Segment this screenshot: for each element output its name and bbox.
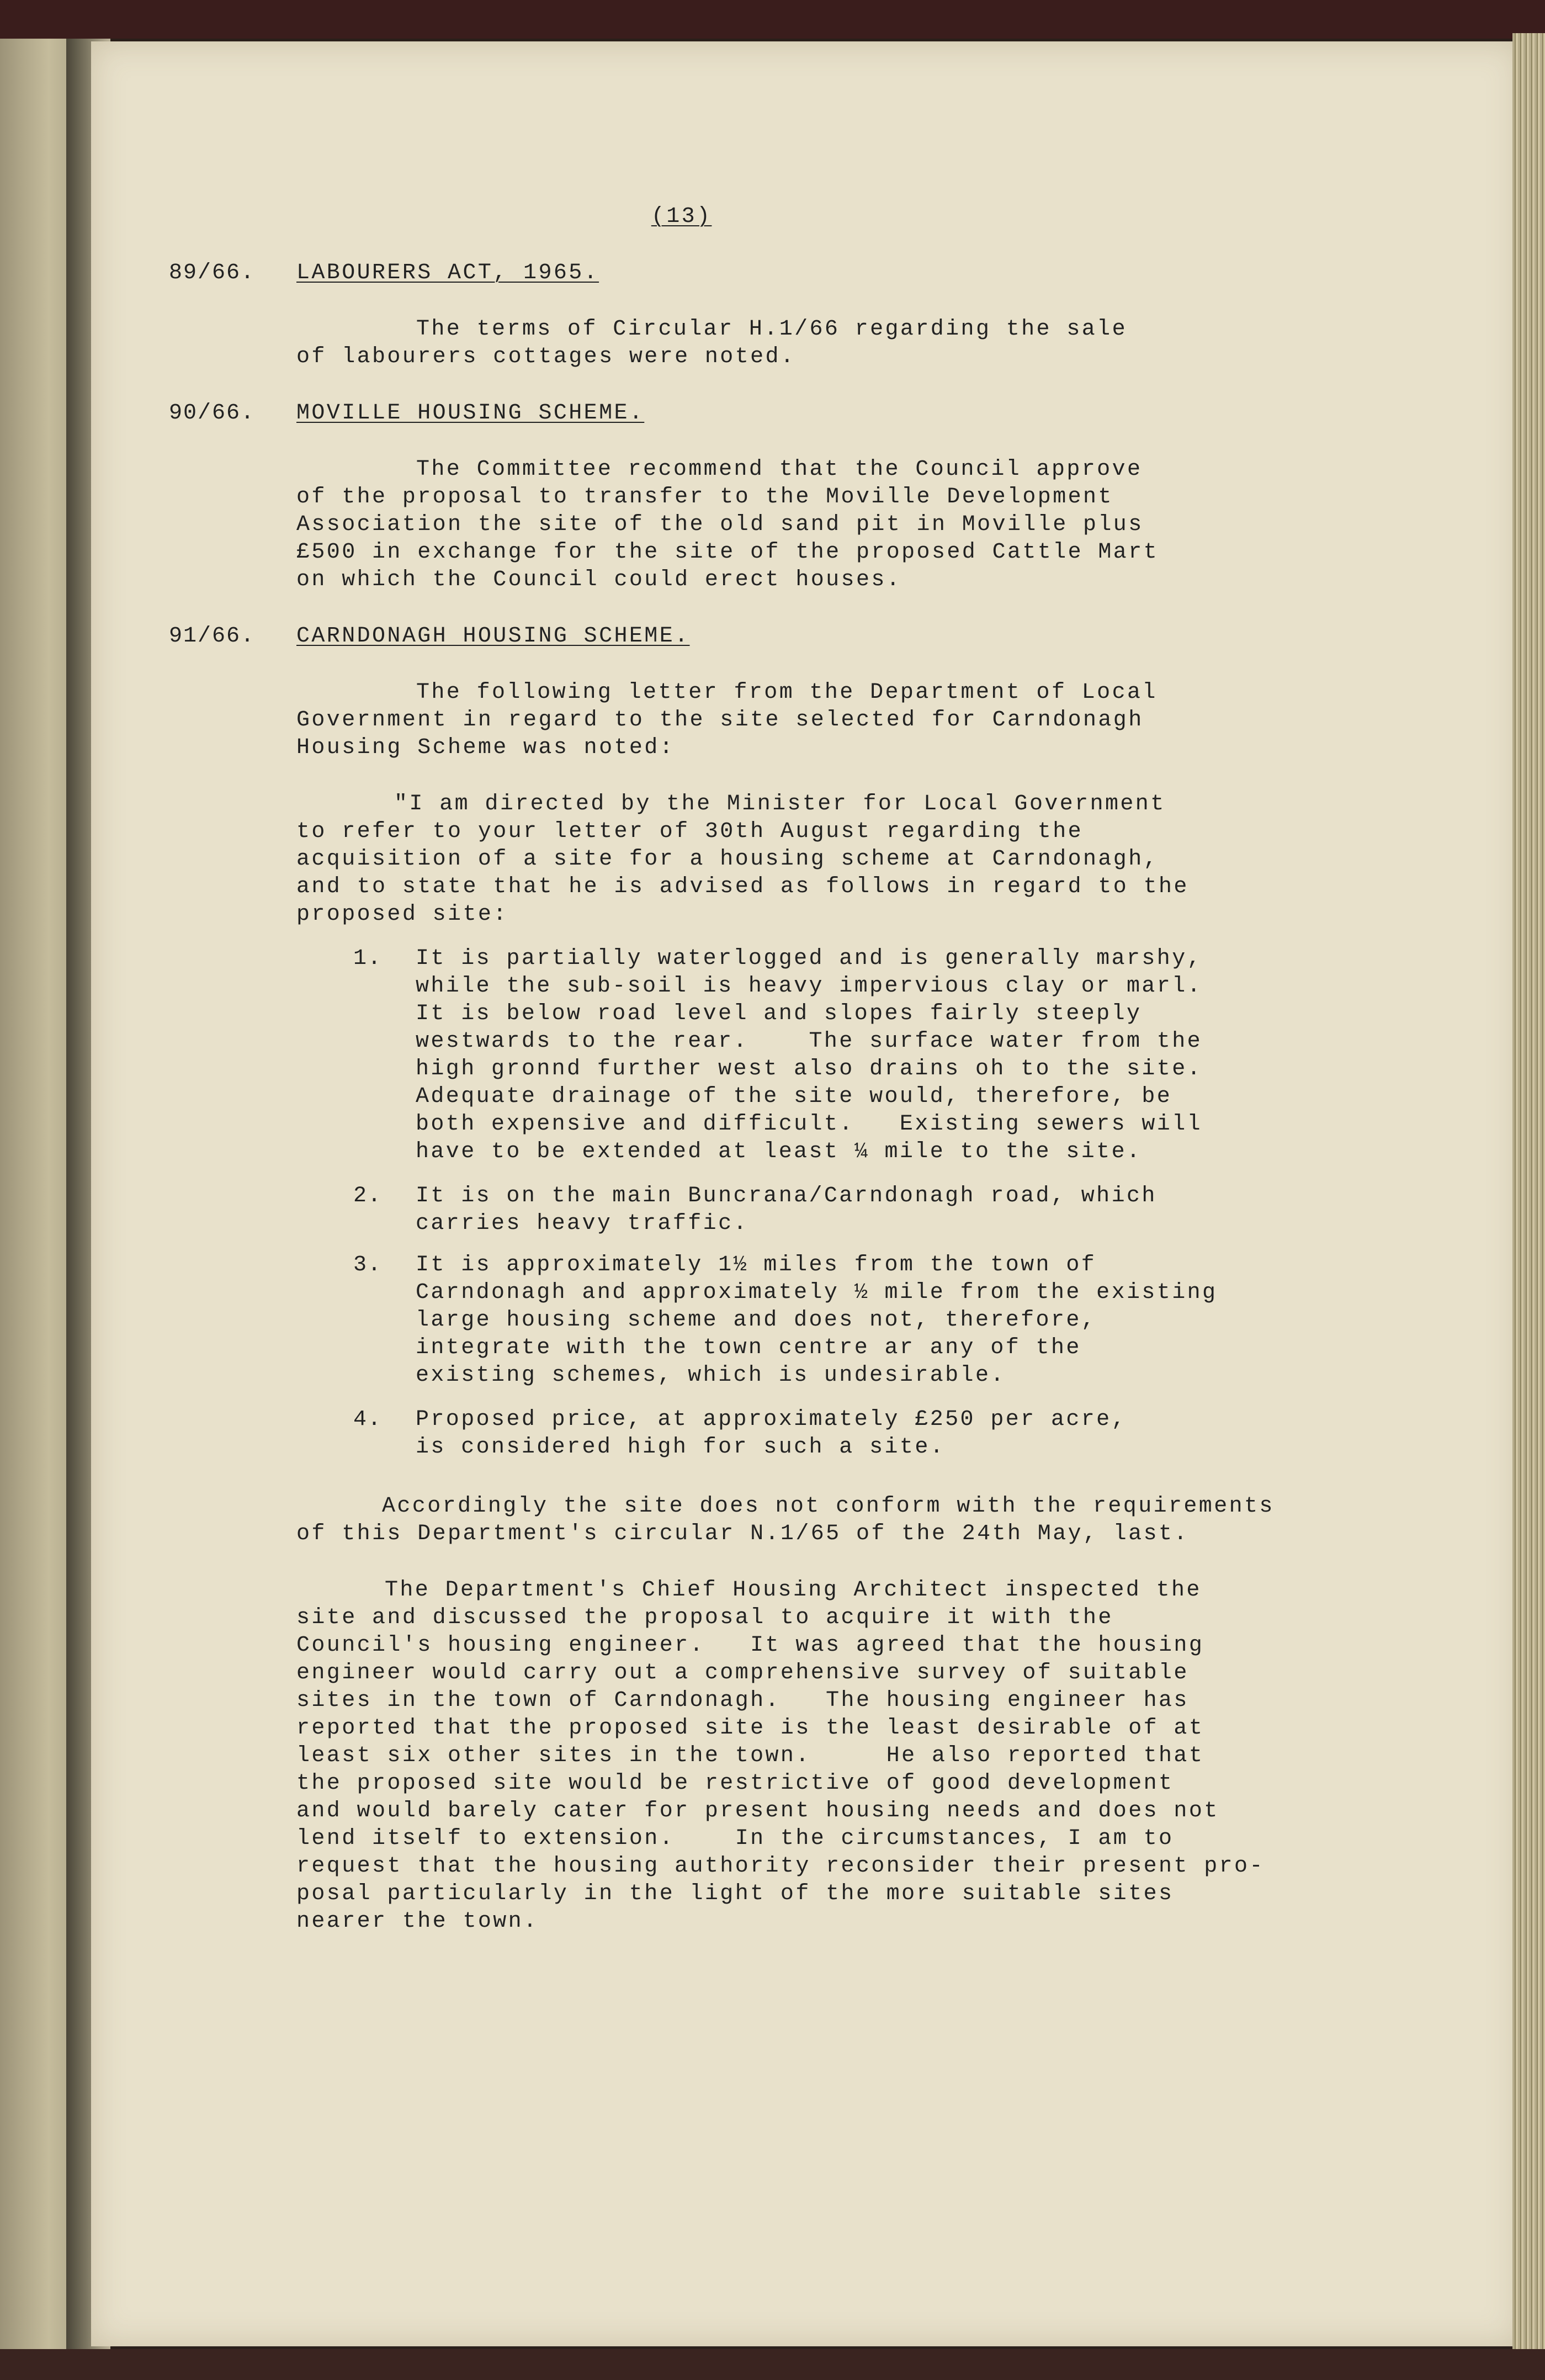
letter-line: and to state that he is advised as follows in regard to the [296, 874, 1189, 899]
point-line: Carndonagh and approximately ½ mile from the existing [416, 1280, 1218, 1305]
book-cover-top [0, 0, 1545, 39]
item-heading: CARNDONAGH HOUSING SCHEME. [296, 624, 690, 649]
page-edges [1512, 33, 1545, 2349]
paragraph-line: nearer the town. [296, 1909, 539, 1934]
letter-line: "I am directed by the Minister for Local Government [394, 792, 1166, 817]
item-number: 89/66. [169, 261, 256, 285]
item-body-line: Housing Scheme was noted: [296, 735, 675, 760]
point-line: It is partially waterlogged and is generally marshy, [416, 946, 1203, 971]
point-number: 4. [353, 1407, 383, 1432]
paragraph-line: of this Department's circular N.1/65 of the 24th May, last. [296, 1522, 1189, 1546]
point-line: is considered high for such a site. [416, 1435, 946, 1460]
item-body-line: The Committee recommend that the Council approve [416, 457, 1143, 482]
point-line: Proposed price, at approximately £250 per acre, [416, 1407, 1127, 1432]
point-line: high gronnd further west also drains oh to the site. [416, 1057, 1203, 1082]
point-line: westwards to the rear. The surface water from the [416, 1029, 1203, 1054]
point-number: 1. [353, 946, 383, 971]
point-line: It is approximately 1½ miles from the town of [416, 1253, 1097, 1278]
item-number: 91/66. [169, 624, 256, 649]
item-number: 90/66. [169, 401, 256, 426]
point-line: It is on the main Buncrana/Carndonagh road, which [416, 1184, 1157, 1208]
point-line: both expensive and difficult. Existing sewers will [416, 1112, 1203, 1137]
paragraph-line: The Department's Chief Housing Architect inspected the [385, 1578, 1202, 1603]
paragraph-line: reported that the proposed site is the least desirable of at [296, 1716, 1204, 1741]
paragraph-line: engineer would carry out a comprehensive survey of suitable [296, 1661, 1189, 1685]
point-line: while the sub-soil is heavy impervious clay or marl. [416, 974, 1203, 999]
item-heading: LABOURERS ACT, 1965. [296, 261, 599, 285]
item-body-line: Government in regard to the site selected for Carndonagh [296, 708, 1144, 733]
paragraph-line: sites in the town of Carndonagh. The housing engineer has [296, 1688, 1189, 1713]
letter-line: proposed site: [296, 902, 508, 927]
item-body-line: The following letter from the Department of Local [416, 680, 1158, 705]
page-number: (13) [651, 204, 712, 229]
point-number: 3. [353, 1253, 383, 1278]
item-body-line: on which the Council could erect houses. [296, 568, 902, 592]
point-line: large housing scheme and does not, therefore, [416, 1308, 1097, 1333]
paragraph-line: site and discussed the proposal to acquire it with the [296, 1605, 1113, 1630]
item-body-line: of labourers cottages were noted. [296, 344, 796, 369]
paragraph-line: Council's housing engineer. It was agreed that the housing [296, 1633, 1204, 1658]
item-body-line: of the proposal to transfer to the Moville Development [296, 485, 1113, 510]
point-line: Adequate drainage of the site would, therefore, be [416, 1084, 1172, 1109]
book-cover-bottom [0, 2349, 1545, 2380]
paragraph-line: posal particularly in the light of the more suitable sites [296, 1881, 1174, 1906]
paragraph-line: request that the housing authority reconsider their present pro- [296, 1854, 1265, 1879]
point-line: existing schemes, which is undesirable. [416, 1363, 1006, 1388]
item-body-line: The terms of Circular H.1/66 regarding the sale [416, 317, 1127, 342]
point-line: carries heavy traffic. [416, 1211, 748, 1236]
point-line: integrate with the town centre ar any of the [416, 1335, 1081, 1360]
paragraph-line: and would barely cater for present housing needs and does not [296, 1799, 1219, 1824]
item-body-line: £500 in exchange for the site of the proposed Cattle Mart [296, 540, 1159, 565]
point-line: have to be extended at least ¼ mile to the site. [416, 1139, 1142, 1164]
paragraph-line: the proposed site would be restrictive of good development [296, 1771, 1174, 1796]
letter-line: acquisition of a site for a housing scheme at Carndonagh, [296, 847, 1159, 872]
letter-line: to refer to your letter of 30th August regarding the [296, 819, 1084, 844]
paragraph-line: Accordingly the site does not conform with the requirements [382, 1494, 1275, 1519]
paragraph-line: least six other sites in the town. He also reported that [296, 1743, 1204, 1768]
point-line: It is below road level and slopes fairly steeply [416, 1001, 1142, 1026]
item-heading: MOVILLE HOUSING SCHEME. [296, 401, 645, 426]
paragraph-line: lend itself to extension. In the circumstances, I am to [296, 1826, 1174, 1851]
point-number: 2. [353, 1184, 383, 1208]
item-body-line: Association the site of the old sand pit in Moville plus [296, 512, 1144, 537]
